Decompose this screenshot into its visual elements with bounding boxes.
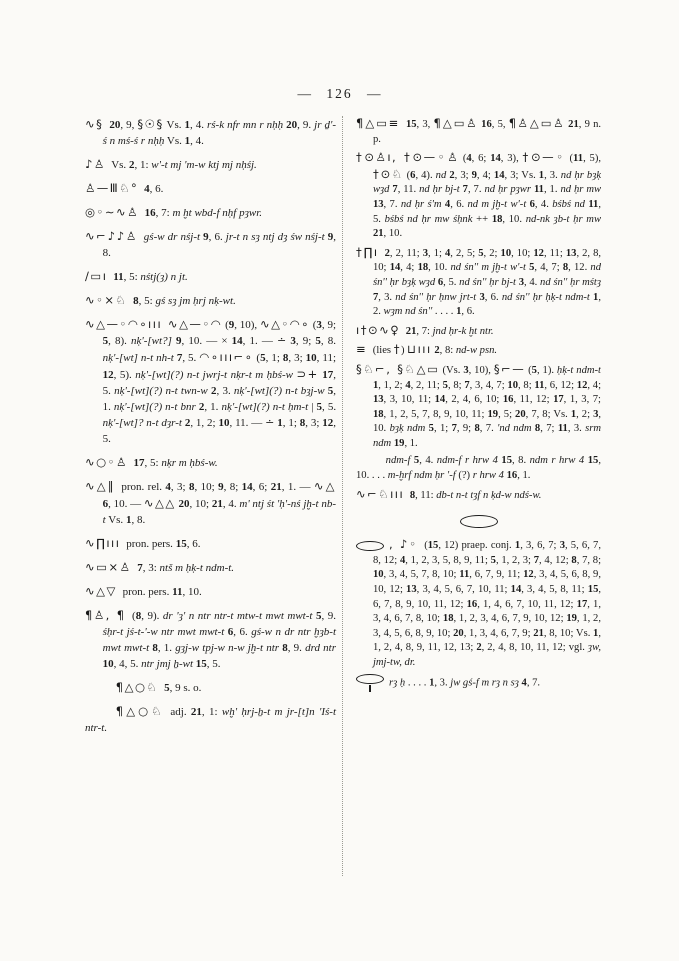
entry: ≡ (lies †) ⊔ııı 2, 8: nd-w psn. — [356, 342, 498, 357]
section-divider — [356, 514, 601, 528]
mouth-hieroglyph-icon — [460, 515, 498, 528]
entry: ∿∏ııı pron. pers. 15, 6. — [85, 536, 201, 550]
hieroglyph-cluster: ∿△—◦◠∘ııı — [85, 317, 163, 331]
hieroglyph-cluster: †⊙♙ı, — [356, 150, 398, 165]
hieroglyph-cluster: † — [393, 342, 401, 357]
hieroglyph-cluster: ı†⊙∿♀ — [356, 322, 401, 337]
hieroglyph-cluster: ∿△‖ — [85, 479, 115, 493]
entry: ◎◦∼∿♙ 16, 7: m ḫt wbd-f nḥf pȝwr. — [85, 205, 263, 219]
hieroglyph-cluster: ◎◦∼∿♙ — [85, 205, 139, 219]
entry: †∏ı 2, 2, 11; 3, 1; 4, 2, 5; 5, 2; 10, 10; 12, 11; 13, 2, 8, 10; 14, 4; 18, 10. nd śn'' m jḫ-t w'-t 5, 4, 7; 8, 12. nd śn'' ḥr bȝḳ wȝd 6, 5. nd śn'' ḥr bj-t 3, 4. nd śn'' ḥr mśtȝ 7, 3. nd śn'' ḥr ḥnw jrt-t 3, 6. nd śn'' ḥr ḥḳ-t ndm-t 1, 2. wȝm nd śn'' . . . . 1, 6. — [356, 244, 601, 318]
mouth-hieroglyph-icon — [356, 541, 384, 551]
header-dash-left: — — [297, 86, 312, 101]
hieroglyph-cluster: ∕▭ı — [85, 269, 108, 283]
hieroglyph-cluster: ¶♙, ¶ — [85, 608, 126, 622]
page-number: 126 — [326, 86, 353, 101]
hieroglyph-cluster: ¶△○♘ — [115, 704, 164, 718]
column-right — [342, 116, 601, 876]
hieroglyph-cluster: ∿§ — [85, 117, 104, 131]
hieroglyph-cluster: §♘⌐, — [356, 361, 392, 376]
entry: ∿△‖ pron. rel. 4, 3; 8, 10; 9, 8; 14, 6; 21, 1. — ∿△ 6, 10. — ∿△△ 20, 10; 21, 4. m' ntj śt 'ḥ'-nś jḫ-t nb-t Vs. 1, 8. — [85, 479, 337, 526]
hieroglyph-cluster: ∿△—◦◠ — [167, 317, 223, 331]
entry: ∿⌐♪♪♙ gś-w dr nśj-t 9, 6. jr-t n sȝ ntj dȝ św nśj-t 9, 8. — [85, 229, 337, 259]
hieroglyph-cluster: §☉§ — [137, 117, 164, 131]
entry: ∿§ 20, 9, §☉§ Vs. 1, 4. rś-k nfr mn r nḥḥ 20, 9. jr ḏ'-ś n mś-ś r nḥḥ Vs. 1, 4. — [85, 117, 337, 147]
entry: ∕▭ı 11, 5: nśtj(ȝ) n jt. — [85, 269, 188, 283]
entry: rȝ ḥ . . . . 1, 3. jw gś-f m rȝ n sȝ 4, 7. — [356, 674, 601, 692]
entry: , ♪◦ (15, 12) praep. conj. 1, 3, 6, 7; 3, 5, 6, 7, 8, 12; 4, 1, 2, 3, 5, 8, 9, 11; 5, 1, 2, 3; 7, 4, 12; 8, 7, 8; 10, 3, 4, 5, 7, 8, 10; 11, 6, 7, 9, 11; 12, 3, 4, 5, 6, 8, 9, 10, 12; 13, 3, 4, 5, 6, 7, 10, 11; 14, 3, 4, 5, 8, 11; 15, 6, 7, 8, 9, 10, 11, 12; 16, 1, 4, 6, 7, 10, 11, 12; 17, 1, 3, 4, 6, 7, 8, 10; 18, 1, 2, 3, 4, 6, 7, 9, 10, 12; 19, 1, 2, 3, 4, 5, 6, 8, 9, 10; 20, 1, 3, 4, 6, 7, 9; 21, 8, 10; Vs. 1, 1, 2, 4, 8, 9, 11, 12, 13; 2, 2, 4, 8, 10, 11, 12; vgl. ȝw, jmj-tw, dr. — [356, 537, 601, 670]
entry: ¶△▭≡ 15, 3, ¶△▭♙ 16, 5, ¶♙△▭♙ 21, 9 n. p. — [356, 116, 601, 145]
hieroglyph-cluster: ¶△▭♙ — [433, 116, 478, 130]
hieroglyph-cluster: §♘△▭ — [397, 361, 440, 376]
entry: ¶△○♘ adj. 21, 1: wḫ' ḥrj-ẖ-t m jr-[t]n 'Iś-t ntr-t. — [85, 704, 337, 734]
hieroglyph-cluster: ∿⌐♘ııı — [356, 486, 405, 501]
page-header — [0, 86, 679, 102]
entry: †⊙♙ı, †⊙—◦♙ (4, 6; 14, 3), †⊙—◦ (11, 5), †⊙♘ (6, 4). nd 2, 3; 9, 4; 14, 3; Vs. 1, 3. nd ḥr bȝḳ wȝd 7, 11. nd ḥr bj-t 7, 7. nd ḥr pȝwr 11, 1. nd ḥr mw 13, 7. nd ḥr ś'm 4, 6. nd m jḫ-t w'-t 6, 4. bśbś nd 11, 5. bśbś nd ḥr mw śḥnk ++ 18, 10. nd-nk ȝb-t ḥr mw 21, 10. — [356, 150, 601, 240]
hieroglyph-cluster: ∿△ — [313, 479, 337, 493]
hieroglyph-cluster: ∿⌐♪♪♙ — [85, 229, 138, 243]
hieroglyph-cluster: ∿∏ııı — [85, 536, 121, 550]
hieroglyph-cluster: ◠∘ııı⌐∘ — [199, 350, 254, 364]
entry: ¶♙, ¶ (8, 9). dr 'ȝ' n ntr ntr-t mtw-t mwt mwt-t 5, 9. śḥr-t jś-t-'-w ntr mwt mwt-t 6, 6. gś-w n dr ntr ḫȝb-t mwt mwt-t 8, 1. gȝj-w tpj-w n-w jḫ-t ntr 8, 9. drd ntr 10, 4, 5. ntr jmj ẖ-wt 15, 5. — [85, 608, 337, 670]
hieroglyph-cluster: †∏ı — [356, 244, 379, 259]
entry: ndm-f 5, 4. ndm-f r hrw 4 15, 8. ndm r hrw 4 15, 10. . . . m-ḫrf ndm ḥr '-f (?) r hrw 4 16, 1. — [356, 455, 601, 482]
hieroglyph-cluster: †⊙♘ — [372, 166, 404, 181]
entry: §♘⌐, §♘△▭ (Vs. 3, 10), §⌐— (5, 1). ḥḳ-t ndm-t 1, 1, 2; 4, 2, 11; 5, 8; 7, 3, 4, 7; 10, 8; 11, 6, 12; 12, 4; 13, 3, 10, 11; 14, 2, 4, 6, 10; 16, 11, 12; 17, 1, 3, 7; 18, 1, 2, 5, 7, 8, 9, 10, 11; 19, 5; 20, 7, 8; Vs. 1, 2; 3, 10. bȝḳ ndm 5, 1; 7, 9; 8, 7. 'nd ndm 8, 7; 11, 3. srm ndm 19, 1. — [356, 361, 601, 449]
hieroglyph-cluster: ⊃+ — [296, 367, 319, 381]
hieroglyph-cluster: †⊙—◦♙ — [404, 150, 460, 165]
hieroglyph-cluster: ∿△▽ — [85, 584, 117, 598]
entry: ♙—Ⅲ♘° 4, 6. — [85, 181, 164, 195]
entry: ∿△—◦◠∘ııı ∿△—◦◠ (9, 10), ∿△◦◠∘ (3, 9; 5, 8). nḳ'-[wt?] 9, 10. — × 14, 1. — ∸ 3, 9; 5, 8. nḳ'-[wt] n-t nh-t 7, 5. ◠∘ııı⌐∘ (5, 1; 8, 3; 10, 11; 12, 5). nḳ'-[wt](?) n-t jwrj-t nḳr-t m ḥbś-w ⊃+ 17, 5. nḳ'-[wt](?) n-t twn-w 2, 3. nḳ'-[wt](?) n-t bȝj-w 5, 1. nḳ'-[wt](?) n-t bnr 2, 1. nḳ'-[wt](?) n-t ḥm-t | 5, 5. nḳ'-[wt]? n-t dȝr-t 2, 1, 2; 10, 11. — ∸ 1, 1; 8, 3; 12, 5. — [85, 317, 337, 445]
hieroglyph-cluster: ¶△▭≡ — [356, 116, 400, 130]
column-left — [85, 116, 342, 876]
entry: ∿◦×♘ 8, 5: gś sȝ jm ḥrj nḳ-wt. — [85, 293, 236, 307]
entry: ∿⌐♘ııı 8, 11: db-t n-t tȝf n ḳd-w ndś-w. — [356, 486, 542, 501]
entry: ı†⊙∿♀ 21, 7: jnd ḥr-k ḫt ntr. — [356, 322, 494, 337]
hieroglyph-cluster: ∿△◦◠∘ — [259, 317, 310, 331]
entry: ∿△▽ pron. pers. 11, 10. — [85, 584, 202, 598]
hieroglyph-cluster: ≡ — [356, 342, 368, 357]
hieroglyph-cluster: ♪♙ — [85, 157, 106, 171]
entry: ♪♙ Vs. 2, 1: w'-t mj 'm-w ktj mj nḥśj. — [85, 157, 257, 171]
mouth-hieroglyph-icon — [356, 674, 384, 692]
entry: ∿▭×♙ 7, 3: ntš m ḥḳ-t ndm-t. — [85, 560, 235, 574]
header-dash-right: — — [367, 86, 382, 101]
hieroglyph-cluster: ♙—Ⅲ♘° — [85, 181, 139, 195]
hieroglyph-cluster: ∿◦×♘ — [85, 293, 128, 307]
hieroglyph-cluster: †⊙—◦ — [522, 150, 566, 165]
two-column-text-block — [85, 116, 601, 876]
hieroglyph-cluster: ¶♙△▭♙ — [508, 116, 565, 130]
hieroglyph-cluster: ∿○◦♙ — [85, 455, 128, 469]
hieroglyph-cluster: ∿▭×♙ — [85, 560, 132, 574]
hieroglyph-cluster: ¶△○♘ — [115, 680, 159, 694]
hieroglyph-cluster: §⌐— — [493, 361, 526, 376]
entry: ¶△○♘ 5, 9 s. o. — [115, 680, 202, 694]
hieroglyph-cluster: , ♪◦ — [389, 537, 419, 552]
hieroglyph-cluster: ⊔ııı — [407, 342, 432, 357]
entry: ∿○◦♙ 17, 5: nḳr m ḥbś-w. — [85, 455, 218, 469]
hieroglyph-cluster: ∿△△ — [143, 496, 176, 510]
